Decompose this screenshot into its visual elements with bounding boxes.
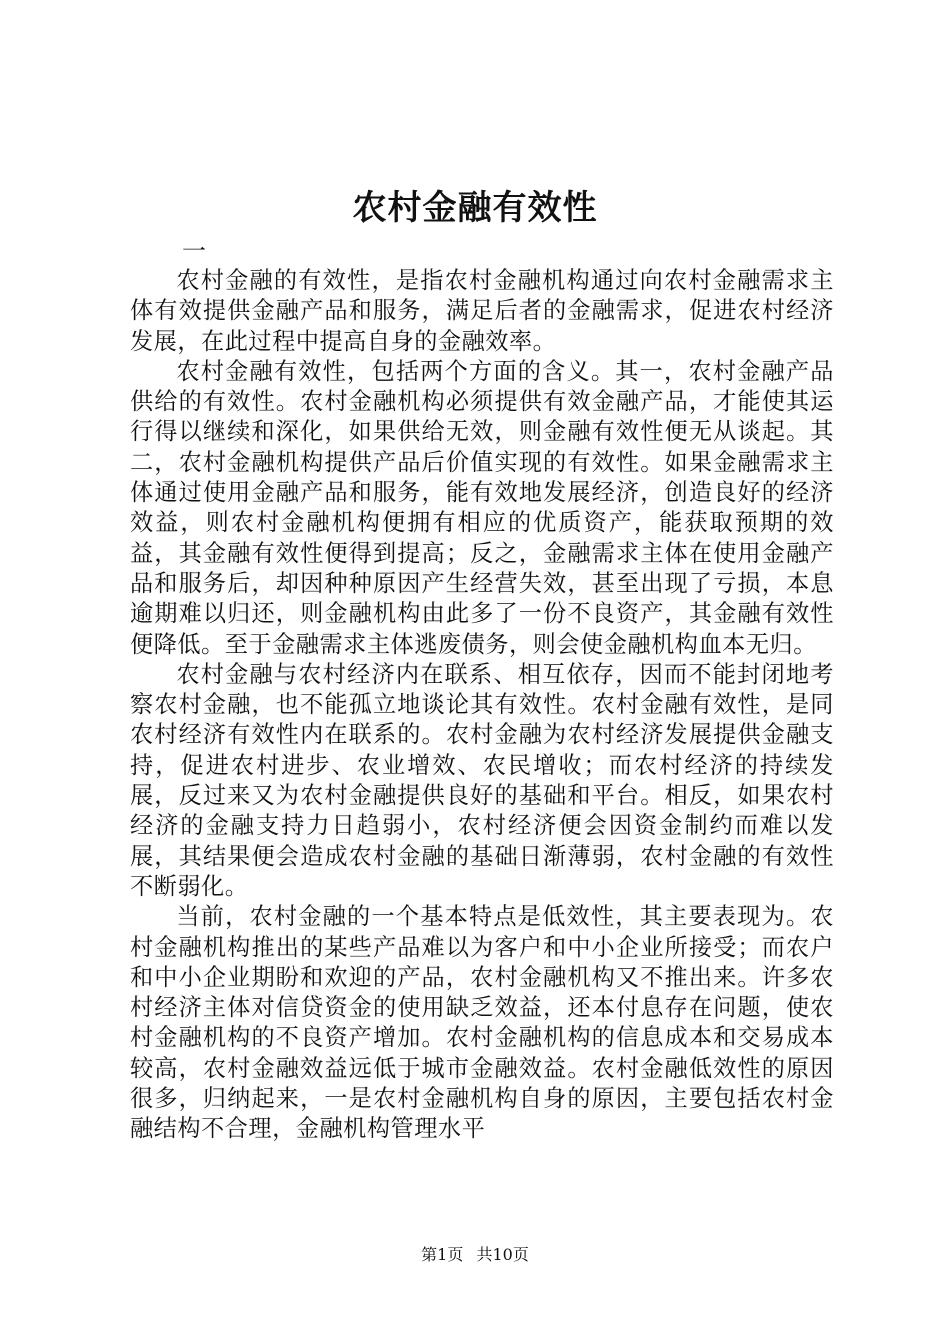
- paragraph: 农村金融有效性，包括两个方面的含义。其一，农村金融产品供给的有效性。农村金融机构必须提供有效金融产品，才能使其运行得以继续和深化，如果供给无效，则金融有效性便无从谈起。其二，农村金融机构提供产品后价值实现的有效性。如果金融需求主体通过使用金融产品和服务，能有效地发展经济，创造良好的经济效益，则农村金融机构便拥有相应的优质资产，能获取预期的效益，其金融有效性便得到提高；反之，金融需求主体在使用金融产品和服务后，却因种种原因产生经营失效，甚至出现了亏损，本息逾期难以归还，则金融机构由此多了一份不良资产，其金融有效性便降低。至于金融需求主体逃废债务，则会使金融机构血本无归。: [130, 357, 834, 658]
- page-total: 共10页: [476, 1245, 529, 1264]
- section-marker: 一: [182, 237, 206, 265]
- document-title: 农村金融有效性: [352, 188, 598, 228]
- page-number: 第1页: [421, 1245, 464, 1264]
- paragraph: 当前，农村金融的一个基本特点是低效性，其主要表现为。农村金融机构推出的某些产品难以为客户和中小企业所接受；而农户和中小企业期盼和欢迎的产品，农村金融机构又不推出来。许多农村经济主体对信贷资金的使用缺乏效益，还本付息存在问题，使农村金融机构的不良资产增加。农村金融机构的信息成本和交易成本较高，农村金融效益远低于城市金融效益。农村金融低效性的原因很多，归纳起来，一是农村金融机构自身的原因，主要包括农村金融结构不合理，金融机构管理水平: [130, 903, 834, 1143]
- page-footer: [0, 1245, 950, 1265]
- paragraph: 农村金融的有效性，是指农村金融机构通过向农村金融需求主体有效提供金融产品和服务，满足后者的金融需求，促进农村经济发展，在此过程中提高自身的金融效率。: [130, 267, 834, 355]
- document-body: [130, 266, 834, 1145]
- paragraph: 农村金融与农村经济内在联系、相互依存，因而不能封闭地考察农村金融，也不能孤立地谈论其有效性。农村金融有效性，是同农村经济有效性内在联系的。农村金融为农村经济发展提供金融支持，促进农村进步、农业增效、农民增收；而农村经济的持续发展，反过来又为农村金融提供良好的基础和平台。相反，如果农村经济的金融支持力日趋弱小，农村经济便会因资金制约而难以发展，其结果便会造成农村金融的基础日渐薄弱，农村金融的有效性不断弱化。: [130, 660, 834, 900]
